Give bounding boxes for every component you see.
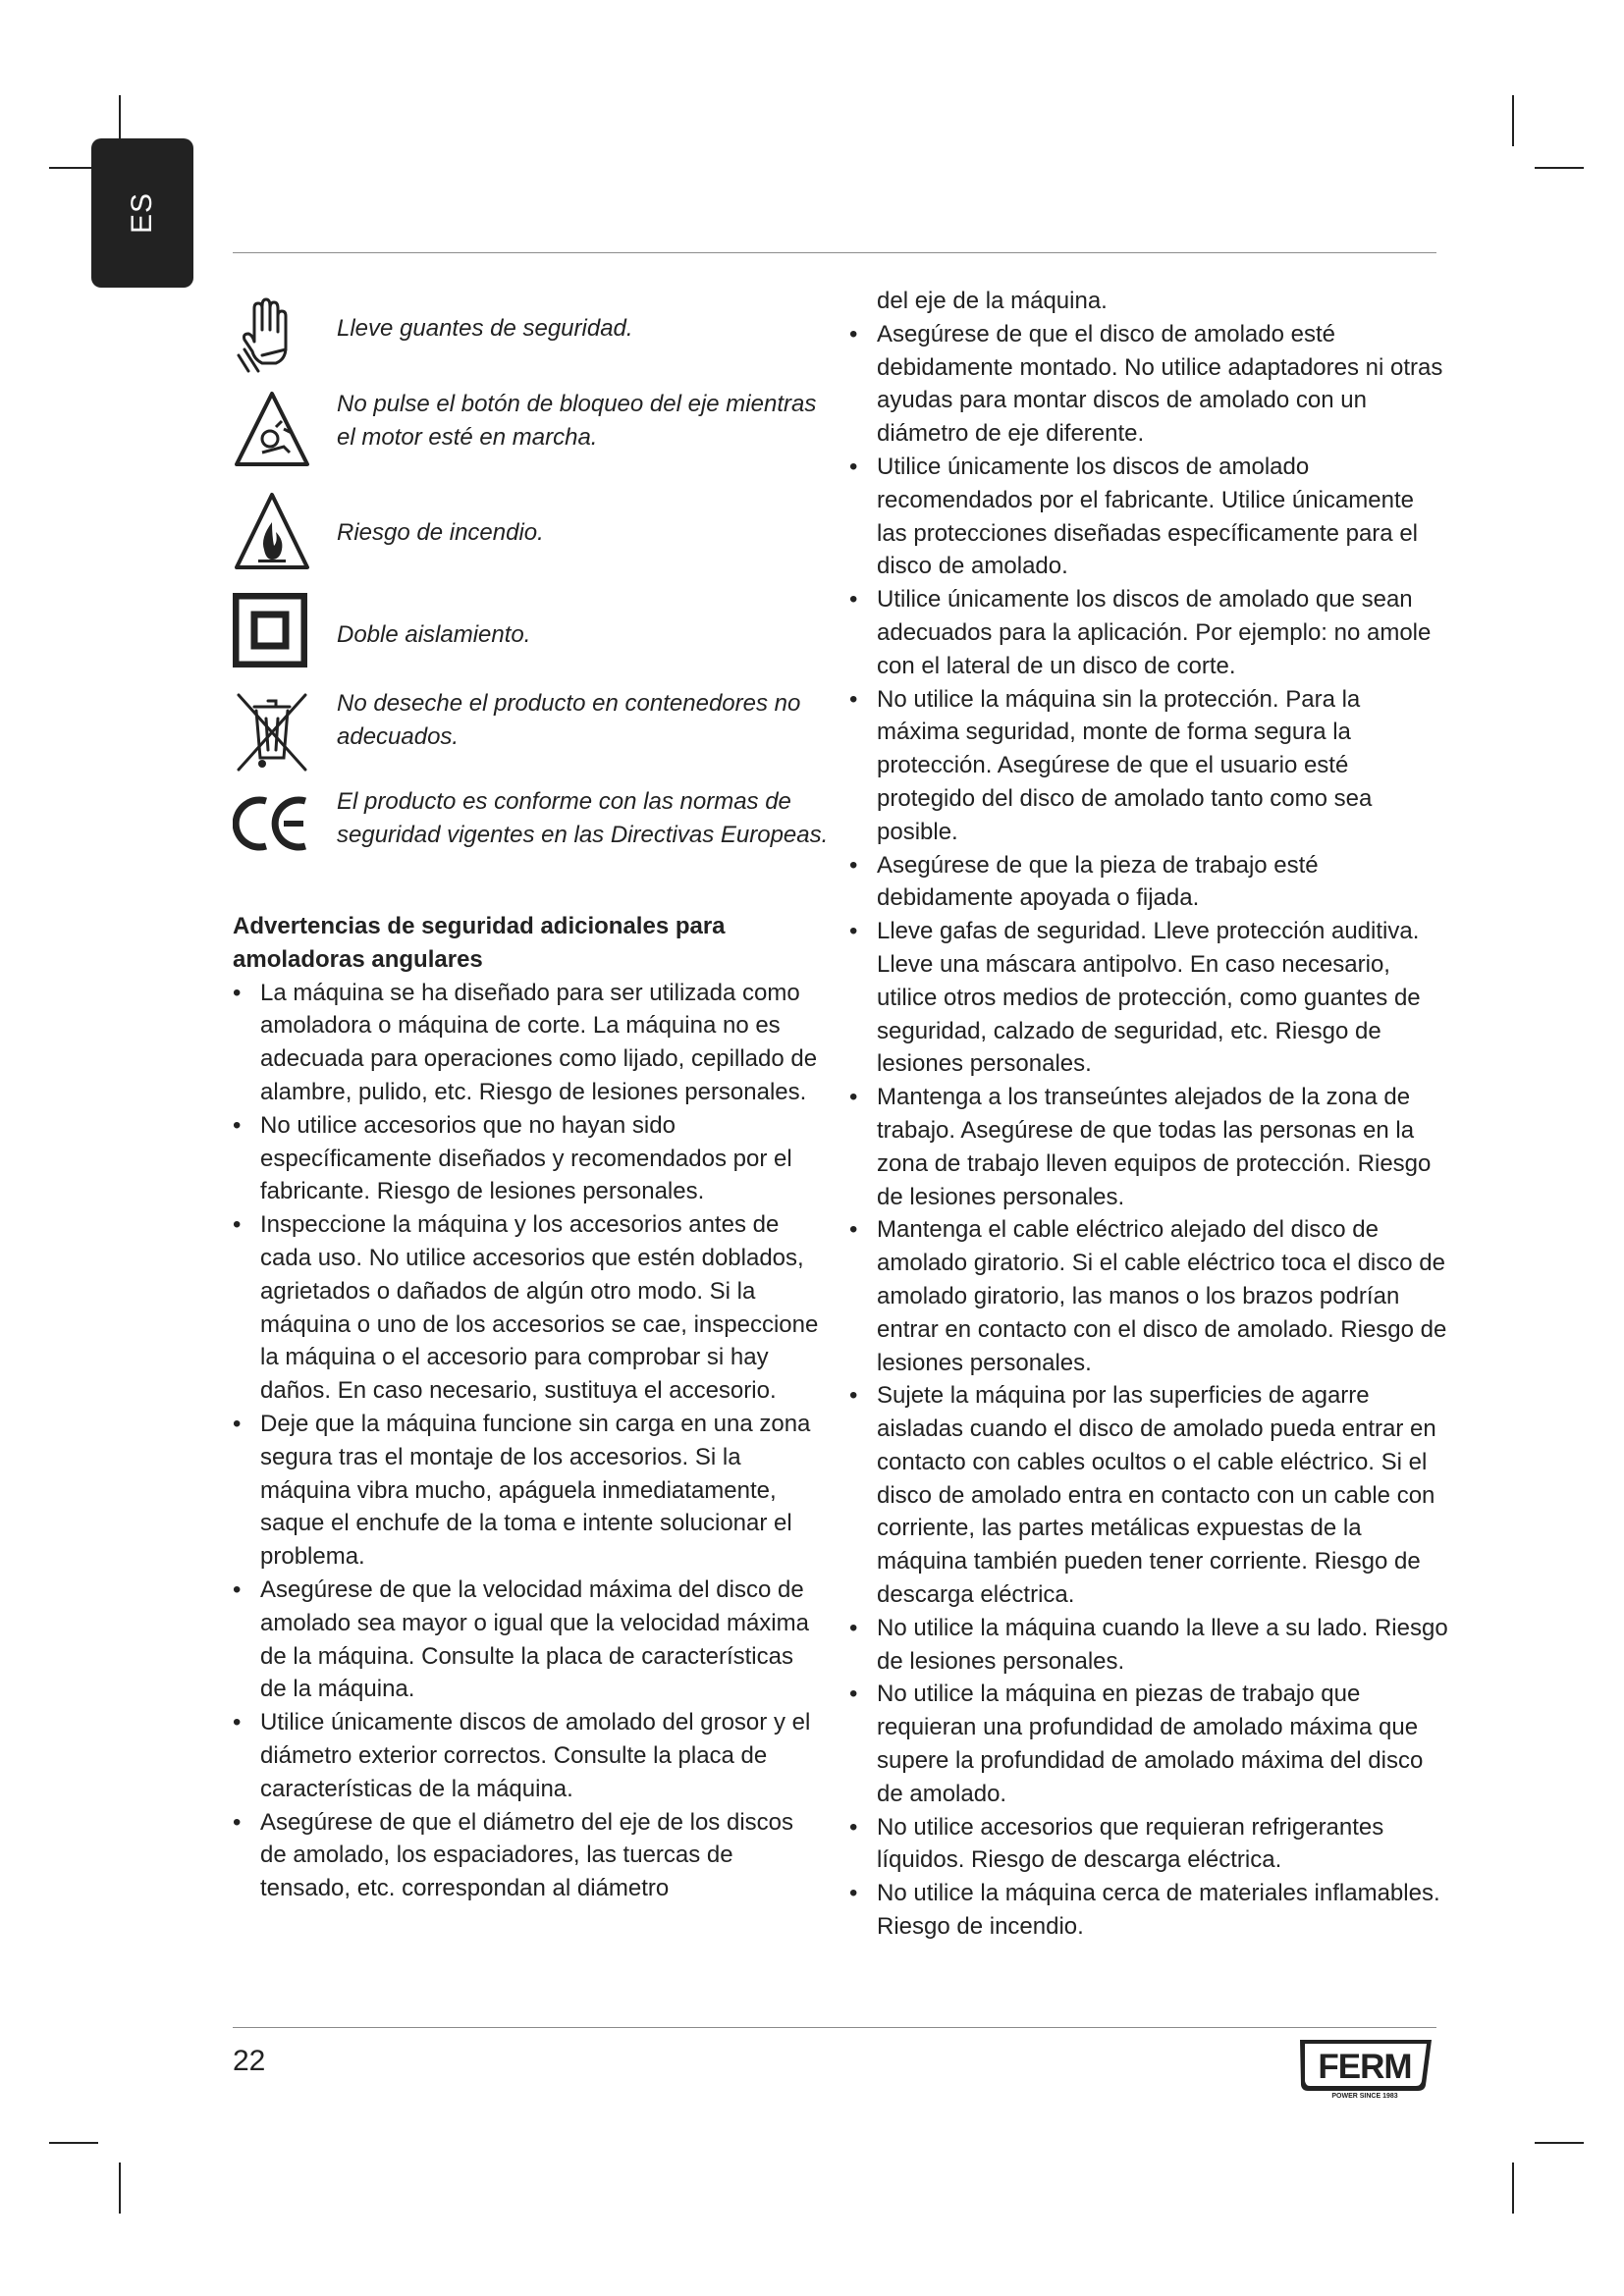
crop-mark [1535, 167, 1584, 169]
logo-wordmark: FERM [1318, 2048, 1412, 2086]
list-item: • Deje que la máquina funcione sin carga en una zona segura tras el montaje de los accesorios. Si la máquina vibra mucho, apáguela inmediatamente, saque el enchufe de la toma e intente solucionar el problema. [233, 1408, 822, 1574]
list-item: • No utilice la máquina cerca de materiales inflamables. Riesgo de incendio. [849, 1877, 1448, 1944]
symbol-row-spindle-lock [233, 388, 841, 476]
header-rule [233, 252, 1436, 253]
page-number: 22 [233, 2045, 266, 2077]
list-item: • Lleve gafas de seguridad. Lleve protección auditiva. Lleve una máscara antipolvo. En caso necesario, utilice otros medios de protección, como guantes de seguridad, calzado de seguridad, etc. Riesgo de lesiones personales. [849, 915, 1448, 1081]
right-column [849, 285, 1448, 1944]
list-item: • Sujete la máquina por las superficies de agarre aisladas cuando el disco de amolado pueda entrar en contacto con cables ocultos o el cable eléctrico. Si el disco de amolado entra en contacto con un cable con corriente, las partes metálicas expuestas de la máquina también pueden tener corriente. Riesgo de descarga eléctrica. [849, 1379, 1448, 1612]
list-item: • Mantenga a los transeúntes alejados de la zona de trabajo. Asegúrese de que todas las personas en la zona de trabajo lleven equipos de protección. Riesgo de lesiones personales. [849, 1081, 1448, 1213]
list-item: • Asegúrese de que la pieza de trabajo esté debidamente apoyada o fijada. [849, 849, 1448, 916]
crop-mark [49, 2142, 98, 2144]
list-item: • Inspeccione la máquina y los accesorios antes de cada uso. No utilice accesorios que estén doblados, agrietados o dañados de algún otro modo. Si la máquina o uno de los accesorios se cae, inspeccione la máquina o el accesorio para comprobar si hay daños. En caso necesario, sustituya el accesorio. [233, 1208, 822, 1408]
language-tab [91, 138, 193, 288]
footer-rule [233, 2027, 1436, 2028]
symbol-row-double-insulation [233, 593, 841, 671]
list-item: • No utilice la máquina cuando la lleve a su lado. Riesgo de lesiones personales. [849, 1612, 1448, 1679]
list-item: • Asegúrese de que la velocidad máxima del disco de amolado sea mayor o igual que la velocidad máxima de la máquina. Consulte la placa de características de la máquina. [233, 1574, 822, 1706]
symbol-text: Lleve guantes de seguridad. [337, 315, 633, 342]
symbol-text: Riesgo de incendio. [337, 519, 544, 546]
ferm-logo [1294, 2036, 1437, 2099]
symbol-row-disposal [233, 687, 841, 775]
spindle-lock-warning-icon [233, 388, 311, 471]
list-item: • Asegúrese de que el disco de amolado esté debidamente montado. No utilice adaptadores ni otras ayudas para montar discos de amolado con un diámetro de eje diferente. [849, 318, 1448, 451]
symbol-row-gloves [233, 294, 841, 373]
fire-hazard-icon [233, 489, 311, 572]
symbol-text: Doble aislamiento. [337, 621, 531, 648]
list-item: • No utilice accesorios que requieran refrigerantes líquidos. Riesgo de descarga eléctrica. [849, 1811, 1448, 1878]
symbol-row-ce [233, 785, 841, 888]
list-item: • No utilice la máquina sin la protección. Para la máxima seguridad, monte de forma segura la protección. Asegúrese de que el usuario esté protegido del disco de amolado tanto como sea posible. [849, 683, 1448, 849]
crop-mark [1535, 2142, 1584, 2144]
crop-mark [119, 2163, 121, 2214]
symbol-text: El producto es conforme con las normas de seguridad vigentes en las Directivas Europeas. [337, 788, 829, 848]
list-item: • La máquina se ha diseñado para ser utilizada como amoladora o máquina de corte. La máquina no es adecuada para operaciones como lijado, cepillado de alambre, pulido, etc. Riesgo de lesiones personales. [233, 977, 822, 1109]
crop-mark [1512, 95, 1514, 146]
list-item: • No utilice la máquina en piezas de trabajo que requieran una profundidad de amolado máxima que supere la profundidad de amolado máxima del disco de amolado. [849, 1678, 1448, 1810]
symbol-text: No deseche el producto en contenedores no adecuados. [337, 690, 801, 750]
crossed-bin-icon [233, 687, 311, 774]
list-item: • Utilice únicamente los discos de amolado recomendados por el fabricante. Utilice únicamente las protecciones diseñadas específicamente para el disco de amolado. [849, 451, 1448, 583]
list-item: • Mantenga el cable eléctrico alejado del disco de amolado giratorio. Si el cable eléctrico toca el disco de amolado giratorio, las manos o los brazos podrían entrar en contacto con el disco de amolado. Riesgo de lesiones personales. [849, 1213, 1448, 1379]
section-heading: Advertencias de seguridad adicionales para amoladoras angulares [233, 913, 726, 973]
safety-list-left [233, 977, 822, 1905]
list-item: • Utilice únicamente discos de amolado del grosor y el diámetro exterior correctos. Consulte la placa de características de la máquina. [233, 1706, 822, 1805]
crop-mark [1512, 2163, 1514, 2214]
double-insulation-icon [233, 593, 307, 667]
symbol-text: No pulse el botón de bloqueo del eje mientras el motor esté en marcha. [337, 391, 817, 451]
gloves-icon [233, 294, 301, 373]
logo-tagline: POWER SINCE 1983 [1331, 2093, 1398, 2099]
list-item: • Asegúrese de que el diámetro del eje de los discos de amolado, los espaciadores, las tuercas de tensado, etc. correspondan al diámetro [233, 1806, 822, 1905]
language-code: ES [126, 191, 158, 235]
list-item-continuation: del eje de la máquina. [877, 288, 1108, 314]
left-column [233, 910, 822, 1905]
ce-mark-icon [233, 793, 311, 852]
safety-list-right [849, 318, 1448, 1944]
list-item: • No utilice accesorios que no hayan sido específicamente diseñados y recomendados por el fabricante. Riesgo de lesiones personales. [233, 1109, 822, 1208]
symbol-row-fire [233, 489, 841, 572]
list-item: • Utilice únicamente los discos de amolado que sean adecuados para la aplicación. Por ejemplo: no amole con el lateral de un disco de corte. [849, 583, 1448, 682]
